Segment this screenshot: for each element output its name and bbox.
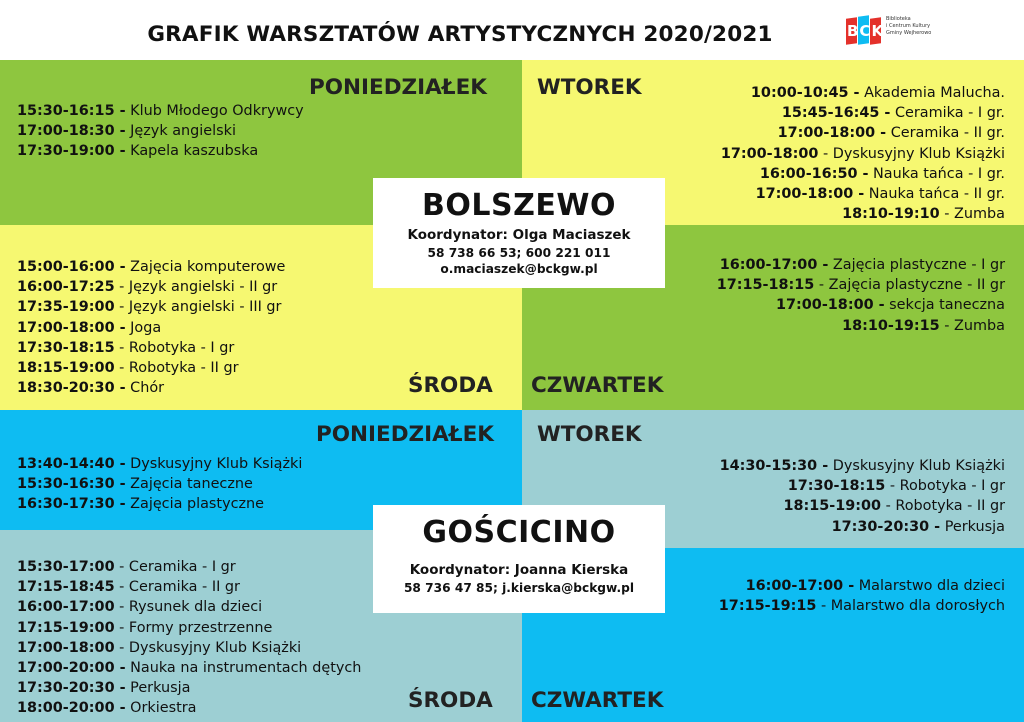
- list-item: 15:30-16:15 - Klub Młodego Odkrywcy: [17, 103, 304, 119]
- list-item: 10:00-10:45 - Akademia Malucha.: [750, 85, 1005, 101]
- goscicino-title: GOŚCICINO: [422, 515, 616, 550]
- list-item: 15:00-16:00 - Zajęcia komputerowe: [17, 259, 286, 275]
- list-item: 16:00-17:25 - Język angielski - II gr: [17, 279, 278, 296]
- goscicino-wednesday-label: ŚRODA: [408, 688, 493, 713]
- list-item: 17:30-18:15 - Robotyka - I gr: [17, 339, 235, 356]
- goscicino-contact: 58 736 47 85; j.kierska@bckgw.pl: [403, 581, 635, 595]
- bolszewo-coordinator: Koordynator: Olga Maciaszek: [407, 227, 631, 243]
- list-item: 15:30-16:30 - Zajęcia taneczne: [17, 476, 253, 493]
- list-item: 16:00-17:00 - Zajęcia plastyczne - I gr: [719, 257, 1005, 273]
- bolszewo-phone: 58 738 66 53; 600 221 011: [427, 246, 611, 260]
- bolszewo-thursday-list: [717, 255, 1005, 336]
- list-item: 13:40-14:40 - Dyskusyjny Klub Książki: [17, 456, 303, 472]
- list-item: 16:00-17:00 - Rysunek dla dzieci: [17, 599, 263, 616]
- bolszewo-email: o.maciaszek@bckgw.pl: [440, 262, 598, 276]
- list-item: 17:00-20:00 - Nauka na instrumentach dętych: [17, 660, 362, 677]
- goscicino-monday-list: [17, 454, 302, 515]
- bolszewo-title: BOLSZEWO: [422, 188, 616, 223]
- list-item: 18:10-19:15 - Zumba: [842, 317, 1005, 334]
- bolszewo-monday-list: [17, 101, 304, 162]
- list-item: 16:00-17:00 - Malarstwo dla dzieci: [745, 578, 1005, 594]
- goscicino-tuesday-list: [720, 456, 1005, 537]
- list-item: 16:00-16:50 - Nauka tańca - I gr.: [759, 165, 1005, 182]
- list-item: 17:00-18:00 - sekcja taneczna: [776, 297, 1005, 314]
- list-item: 17:35-19:00 - Język angielski - III gr: [17, 299, 282, 316]
- goscicino-info-box: [373, 505, 665, 613]
- bolszewo-thursday-label: CZWARTEK: [531, 373, 664, 398]
- goscicino-coordinator: Koordynator: Joanna Kierska: [409, 562, 629, 578]
- goscicino-wednesday-list: [17, 557, 361, 719]
- list-item: 17:15-19:15 - Malarstwo dla dorosłych: [718, 598, 1005, 615]
- list-item: 18:10-19:10 - Zumba: [842, 206, 1005, 223]
- goscicino-thursday-label: CZWARTEK: [531, 688, 664, 713]
- list-item: 17:30-19:00 - Kapela kaszubska: [17, 143, 259, 160]
- bolszewo-wednesday-list: [17, 257, 285, 398]
- list-item: 17:15-18:45 - Ceramika - II gr: [17, 579, 240, 596]
- logo-mark-text: BCK: [847, 22, 885, 40]
- bck-logo-icon: [846, 14, 885, 46]
- list-item: 17:15-19:00 - Formy przestrzenne: [17, 619, 273, 636]
- list-item: 18:15-19:00 - Robotyka - II gr: [17, 360, 239, 377]
- bolszewo-info-box: [373, 178, 665, 288]
- list-item: 17:00-18:00 - Dyskusyjny Klub Książki: [17, 639, 302, 656]
- bolszewo-tuesday-label: WTOREK: [537, 75, 642, 100]
- list-item: 16:30-17:30 - Zajęcia plastyczne: [17, 496, 265, 513]
- list-item: 18:00-20:00 - Orkiestra: [17, 700, 197, 717]
- list-item: 14:30-15:30 - Dyskusyjny Klub Książki: [719, 458, 1005, 474]
- list-item: 17:30-20:30 - Perkusja: [17, 680, 191, 697]
- bolszewo-monday-label: PONIEDZIAŁEK: [309, 75, 487, 100]
- list-item: 18:15-19:00 - Robotyka - II gr: [783, 498, 1005, 515]
- list-item: 15:30-17:00 - Ceramika - I gr: [17, 559, 236, 575]
- logo-text: Biblioteka i Centrum Kultury Gminy Wejherowo: [886, 16, 932, 36]
- page-title: GRAFIK WARSZTATÓW ARTYSTYCZNYCH 2020/2021: [147, 22, 773, 47]
- list-item: 15:45-16:45 - Ceramika - I gr.: [781, 105, 1005, 122]
- logo: [846, 12, 966, 50]
- bolszewo-tuesday-list: [721, 83, 1005, 224]
- list-item: 18:30-20:30 - Chór: [17, 380, 165, 397]
- list-item: 17:00-18:00 - Dyskusyjny Klub Książki: [720, 145, 1005, 162]
- bolszewo-wednesday-label: ŚRODA: [408, 373, 493, 398]
- goscicino-tuesday-label: WTOREK: [537, 422, 642, 447]
- list-item: 17:00-18:30 - Język angielski: [17, 123, 236, 140]
- goscicino-monday-label: PONIEDZIAŁEK: [316, 422, 494, 447]
- list-item: 17:00-18:00 - Joga: [17, 319, 162, 336]
- list-item: 17:15-18:15 - Zajęcia plastyczne - II gr: [716, 277, 1005, 294]
- list-item: 17:30-20:30 - Perkusja: [831, 518, 1005, 535]
- list-item: 17:30-18:15 - Robotyka - I gr: [787, 478, 1005, 495]
- list-item: 17:00-18:00 - Nauka tańca - II gr.: [755, 186, 1005, 203]
- goscicino-thursday-list: [719, 576, 1005, 616]
- list-item: 17:00-18:00 - Ceramika - II gr.: [777, 125, 1005, 142]
